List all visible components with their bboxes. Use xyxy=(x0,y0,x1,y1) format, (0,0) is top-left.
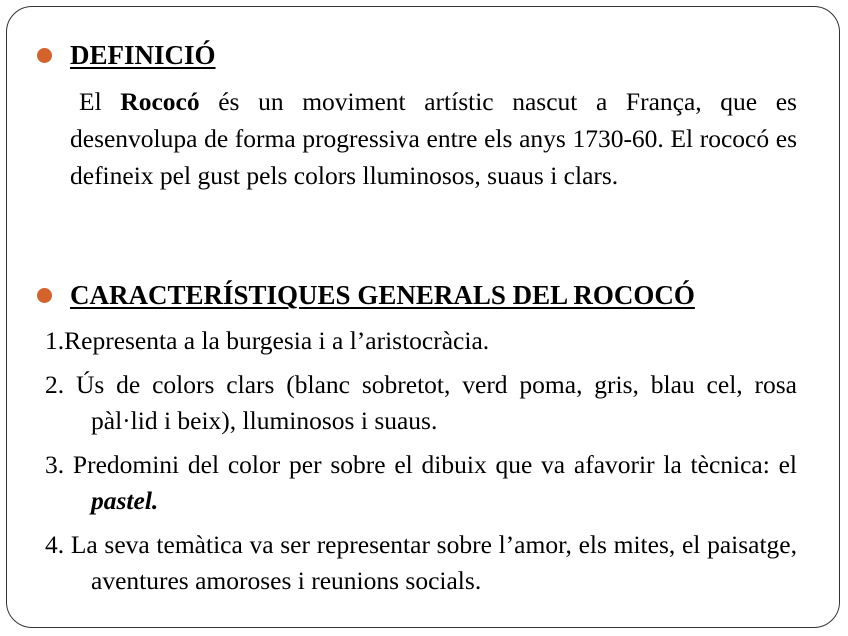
characteristics-item-2: 2. Ús de colors clars (blanc sobretot, verd poma, gris, blau cel, rosa pàl·lid i beix), lluminosos i suaus. xyxy=(45,370,797,435)
definition-text-start: El xyxy=(79,87,121,116)
characteristics-item-3 xyxy=(45,447,797,519)
characteristics-heading-row xyxy=(7,277,839,313)
characteristics-item-1: 1.Representa a la burgesia i a l’aristocràcia. xyxy=(45,326,490,355)
rococo-bold-term: Rococó xyxy=(120,87,200,116)
characteristics-heading: CARACTERÍSTIQUES GENERALS DEL ROCOCÓ xyxy=(70,280,695,310)
bullet-icon xyxy=(37,288,52,303)
characteristics-item-3-text: 3. Predomini del color per sobre el dibuix que va afavorir la tècnica: el xyxy=(45,450,797,479)
definition-heading-row xyxy=(7,37,839,73)
pastel-emphasis: pastel. xyxy=(91,486,159,515)
definition-section xyxy=(7,37,839,190)
definition-paragraph xyxy=(70,83,797,194)
definition-text-rest: és un moviment artístic nascut a França, que es desenvolupa de forma progressiva entre els anys 1730-60. El rococó es defineix pel gust pels colors lluminosos, suaus i clars. xyxy=(70,87,797,190)
bullet-icon xyxy=(37,48,52,63)
characteristics-list xyxy=(45,323,797,607)
characteristics-item-4: 4. La seva temàtica va ser representar sobre l’amor, els mites, el paisatge, aventures amoroses i reunions socials. xyxy=(45,530,797,595)
slide-frame xyxy=(6,6,840,628)
characteristics-section xyxy=(7,277,839,595)
definition-heading: DEFINICIÓ xyxy=(70,40,216,70)
